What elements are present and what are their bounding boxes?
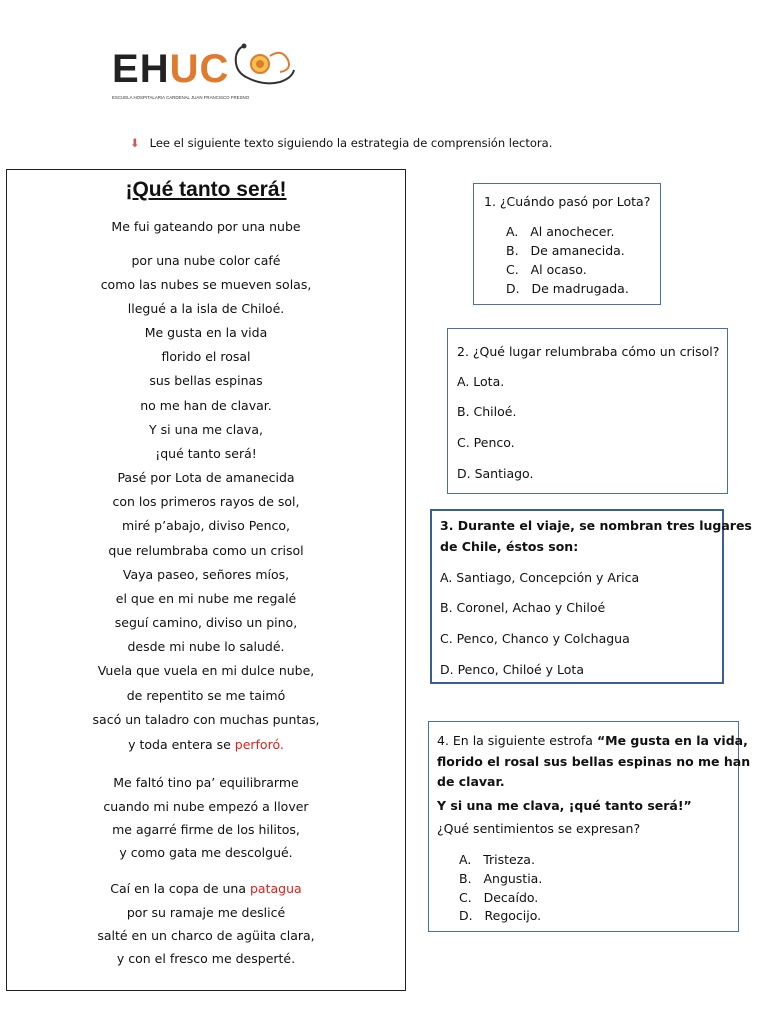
poem-line-perforo: y toda entera se perforó.	[128, 737, 284, 752]
poem-line: Y si una me clava,	[149, 422, 263, 437]
poem-line: Vaya paseo, señores míos,	[122, 567, 290, 582]
question-4-option-c: C. Decaído.	[459, 890, 539, 905]
question-4-option-d: D. Regocijo.	[459, 908, 542, 923]
poem-line: florido el rosal	[161, 349, 251, 364]
instruction-text: Lee el siguiente texto siguiendo la estrategia de comprensión lectora.	[149, 136, 553, 150]
question-3-prompt-line-2: de Chile, éstos son:	[440, 539, 579, 554]
poem-line: cuando mi nube empezó a llover	[103, 799, 309, 814]
poem-line: de repentito se me taimó	[126, 688, 286, 703]
poem-line: desde mi nube lo saludé.	[127, 639, 285, 654]
question-4-quote-line-4: Y si una me clava, ¡qué tanto será!”	[437, 798, 692, 813]
poem-line: por una nube color café	[131, 253, 281, 268]
poem-line: por su ramaje me deslicé	[126, 905, 286, 920]
question-4-question: ¿Qué sentimientos se expresan?	[437, 821, 641, 836]
poem-box	[6, 169, 406, 991]
logo-letters: EHUC	[112, 47, 230, 91]
poem-title: ¡Qué tanto será!	[125, 178, 287, 201]
question-2-prompt: 2. ¿Qué lugar relumbraba cómo un crisol?	[457, 344, 720, 359]
question-4-box	[428, 721, 751, 932]
poem-line: me agarré firme de los hilitos,	[112, 822, 300, 837]
highlight-word-patagua: patagua	[250, 881, 302, 896]
poem-line: sus bellas espinas	[149, 373, 263, 388]
highlight-word-perforo: perforó.	[234, 737, 284, 752]
poem-line: salté en un charco de agüita clara,	[97, 928, 315, 943]
poem-line: seguí camino, diviso un pino,	[114, 615, 298, 630]
question-3-option-d: D. Penco, Chiloé y Lota	[440, 662, 584, 677]
question-3-box	[430, 509, 752, 684]
poem-line: miré p’abajo, diviso Penco,	[121, 518, 291, 533]
question-4-quote-line-2: florido el rosal sus bellas espinas no me han	[437, 754, 751, 769]
poem-line: Me fui gateando por una nube	[111, 219, 301, 234]
question-4-quote-line-3: de clavar.	[437, 774, 505, 789]
poem-line: con los primeros rayos de sol,	[112, 494, 300, 509]
poem-line: Me faltó tino pa’ equilibrarme	[113, 775, 299, 790]
question-1-option-d: D. De madrugada.	[506, 281, 629, 296]
question-4-prompt-line-1: 4. En la siguiente estrofa “Me gusta en la vida,	[437, 733, 748, 748]
instruction	[130, 136, 552, 150]
question-1-option-b: B. De amanecida.	[506, 243, 625, 258]
poem-line: como las nubes se mueven solas,	[100, 277, 312, 292]
question-1-option-a: A. Al anochecer.	[506, 224, 615, 239]
question-2-box	[447, 328, 728, 494]
poem-line: y con el fresco me desperté.	[116, 951, 296, 966]
poem-line: y como gata me descolgué.	[119, 845, 293, 860]
question-3-prompt-line-1: 3. Durante el viaje, se nombran tres lugares	[440, 518, 752, 533]
poem-line: el que en mi nube me regalé	[115, 591, 297, 606]
down-arrow-bullet-icon: ⬇	[130, 136, 140, 150]
question-3-option-a: A. Santiago, Concepción y Arica	[440, 570, 640, 585]
question-2-option-d: D. Santiago.	[457, 466, 534, 481]
question-1-option-c: C. Al ocaso.	[506, 262, 587, 277]
poem-line: que relumbraba como un crisol	[108, 543, 304, 558]
question-4-option-a: A. Tristeza.	[459, 852, 535, 867]
stethoscope-icon	[230, 42, 300, 92]
question-3-option-b: B. Coronel, Achao y Chiloé	[440, 600, 606, 615]
school-logo	[112, 40, 312, 106]
question-2-option-b: B. Chiloé.	[457, 404, 517, 419]
poem-line: sacó un taladro con muchas puntas,	[92, 712, 320, 727]
question-3-option-c: C. Penco, Chanco y Colchagua	[440, 631, 630, 646]
poem-line: Me gusta en la vida	[144, 325, 268, 340]
question-4-option-b: B. Angustia.	[459, 871, 543, 886]
poem-line-patagua: Caí en la copa de una patagua	[110, 881, 302, 896]
question-2-option-a: A. Lota.	[457, 374, 505, 389]
question-1-box	[473, 183, 661, 305]
logo-subtitle: ESCUELA HOSPITALARIA CARDENAL JUAN FRANCISCO FRESNO	[112, 95, 250, 100]
question-1-prompt: 1. ¿Cuándo pasó por Lota?	[484, 194, 651, 209]
poem-line: Vuela que vuela en mi dulce nube,	[97, 663, 315, 678]
poem-line: no me han de clavar.	[140, 398, 272, 413]
poem-line: ¡qué tanto será!	[155, 446, 257, 461]
question-2-option-c: C. Penco.	[457, 435, 515, 450]
poem-line: Pasé por Lota de amanecida	[117, 470, 295, 485]
poem-line: llegué a la isla de Chiloé.	[127, 301, 285, 316]
